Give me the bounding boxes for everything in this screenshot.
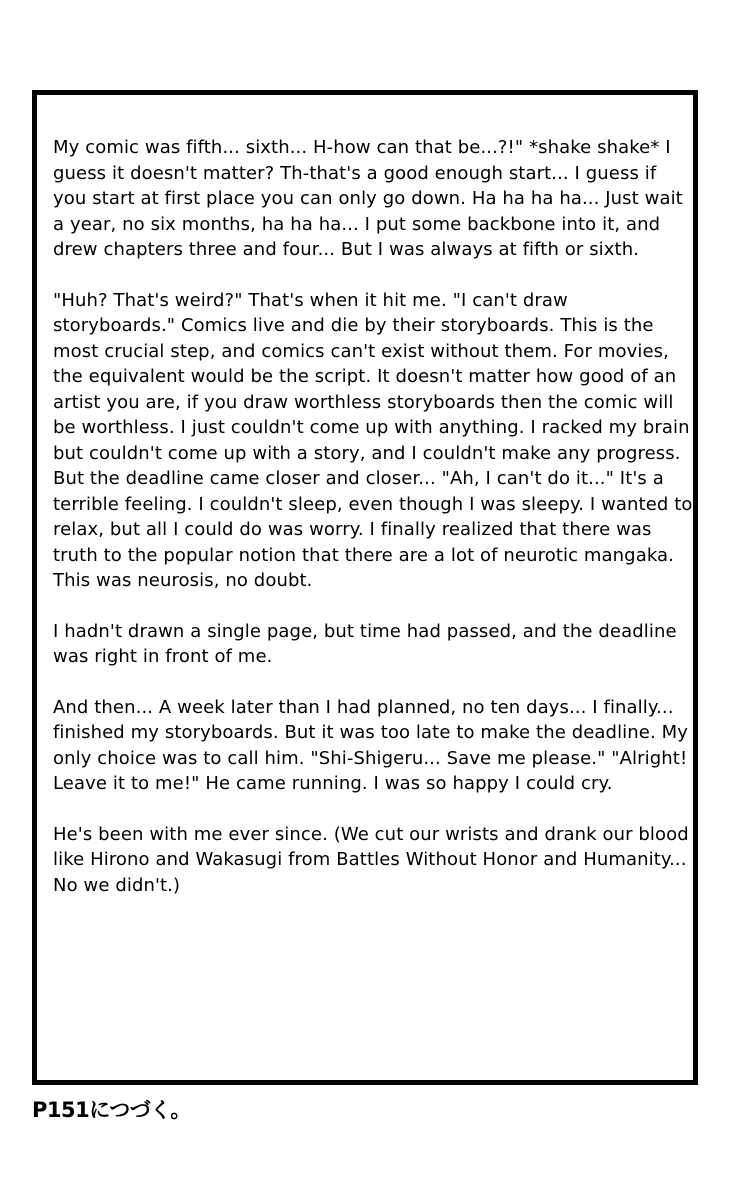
paragraph-3: I hadn't drawn a single page, but time had passed, and the deadline was right in front of me.	[53, 620, 677, 667]
paragraph-4: And then... A week later than I had planned, no ten days... I finally... finished my storyboards. But it was too late to make the deadline. My only choice was to call him. "Shi-Shigeru... Save me please." "Alright! Leave it to me!" He came running. I was so happy I could cry.	[53, 696, 688, 794]
text-panel	[32, 90, 698, 1085]
paragraph-1: My comic was fifth... sixth... H-how can that be...?!" *shake shake* I guess it doesn't matter? Th-that's a good enough start... I guess if you start at first place you can only go down. Ha ha ha ha... Just wait a year, no six months, ha ha ha... I put some backbone into it, and drew chapters three and four... But I was always at fifth or sixth.	[53, 137, 683, 260]
continued-note: P151につづく。	[32, 1098, 191, 1122]
paragraph-2: "Huh? That's weird?" That's when it hit me. "I can't draw storyboards." Comics live and die by their storyboards. This is the most crucial step, and comics can't exist without them. For movies, the equivalent would be the script. It doesn't matter how good of an artist you are, if you draw worthless storyboards then the comic will be worthless. I just couldn't come up with anything. I racked my brain but couldn't come up with a story, and I couldn't make any progress. But the deadline came closer and closer... "Ah, I can't do it..." It's a terrible feeling. I couldn't sleep, even though I was sleepy. I wanted to relax, but all I could do was worry. I finally realized that there was truth to the popular notion that there are a lot of neurotic mangaka. This was neurosis, no doubt.	[53, 289, 693, 591]
text-block	[53, 135, 693, 923]
paragraph-5: He's been with me ever since. (We cut our wrists and drank our blood like Hirono and Wakasugi from Battles Without Honor and Humanity... No we didn't.)	[53, 823, 689, 896]
